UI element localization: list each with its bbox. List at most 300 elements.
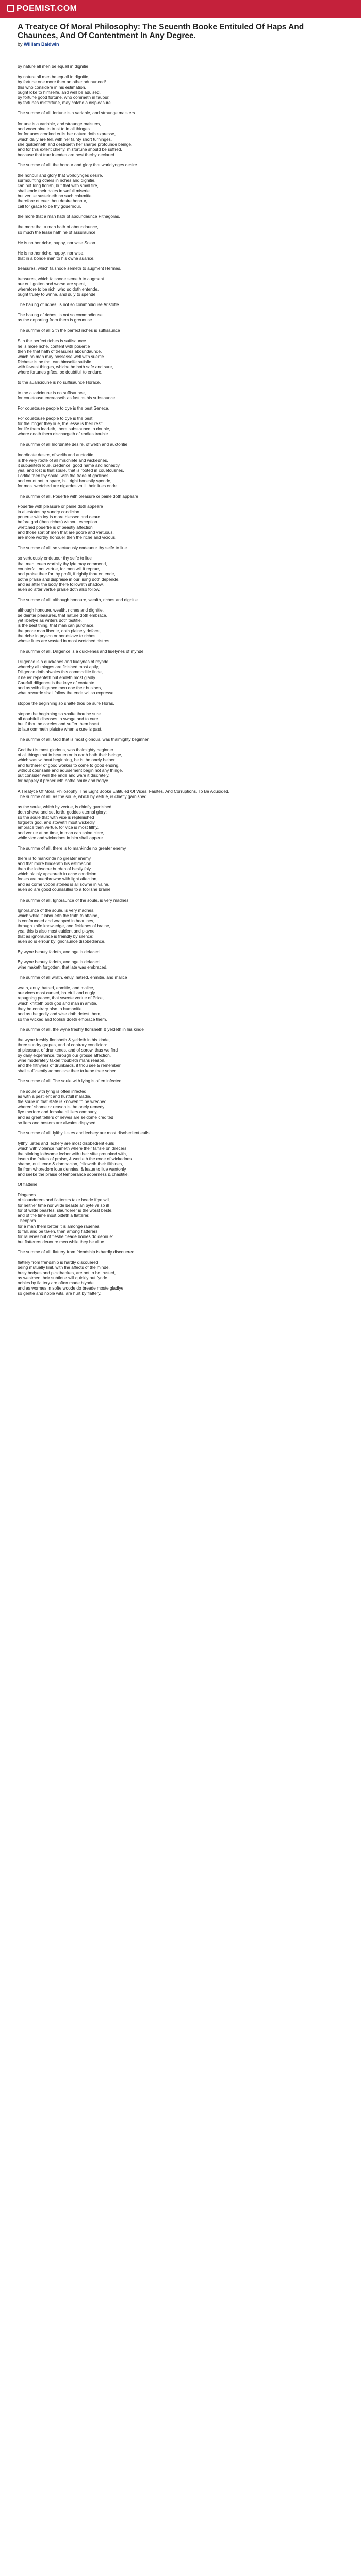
poem-line: so gentle and noble wits, are hurt by flattery. [18,1291,102,1296]
poem-line: where fortunes giftes, be doubtfull to endure. [18,369,103,375]
poem-line: by fortune one more then an other aduaunced/ [18,79,106,85]
poem-line: that men, euen worthily thy lyfe may commend, [18,561,107,566]
stanza [18,545,343,550]
poem-line: flattery from frendship is hardly discouered [18,1259,99,1265]
site-logo-text: POEMIST.COM [17,4,77,13]
stanza [18,804,343,840]
poem-line: so vertuously endeuour thy selfe to liue [18,555,92,561]
poem-line: of pleasure, of drunkenes, and of sorow, thus we find [18,1047,118,1053]
stanza-gap [18,970,343,975]
poem-line: The summe of all. as the soule, which by vertue, is chiefly garnished [18,793,147,799]
stanza [18,74,343,105]
poem-line: but flatterers deuoure men while they be aliue. [18,1239,106,1244]
poem-line: repugning peace, that sweete vertue of Price, [18,995,104,1001]
poem-line: euen so is errour by ignoraunce disobedience. [18,938,106,944]
poem-line: The summe of all. God that is most glorious, was thalmighty beginner [18,737,149,742]
poem-line: without counsaile and aduisement begin not any thinge. [18,768,123,773]
stanza-gap [18,69,343,74]
poem-line: the soule in that state is knowen to be wreched [18,1099,107,1105]
stanza [18,416,343,436]
stanza [18,1182,343,1187]
stanza-gap [18,307,343,312]
poem-line: fortune is a variable, and straunge maisters, [18,121,101,126]
stanza [18,214,343,219]
poem-line: for most wretched are nigardes vntill their liues ende. [18,483,118,488]
poemist-logo-icon [7,5,14,12]
stanza-gap [18,540,343,545]
stanza [18,737,343,742]
stanza-gap [18,602,343,607]
poem-line: The summe of all. so vertuously endeuour thy selfe to liue [18,545,127,551]
poem-line: and for this extent chiefly, misfortune should be suffred, [18,146,122,152]
stanza-gap [18,375,343,380]
stanza-gap [18,219,343,224]
poem-line: where death them dischargeth of endles trouble. [18,431,109,437]
poem-line: treasures, which falshode semeth to augment [18,276,104,281]
poem-line: as the soule, which by vertue, is chiefly garnished [18,804,112,809]
poem-line: yet libertye as writers doth testifie, [18,618,82,623]
poem-line: as the departing from them is greuouse. [18,317,93,323]
poem-line: by daily experience, through our grosse affection, [18,1052,111,1058]
stanza [18,1089,343,1125]
poem-line: pouertie with ioy is more blessed and deare [18,514,101,520]
stanza [18,276,343,297]
stanza [18,121,343,157]
poem-line: call for grace to be thy gouernour. [18,204,81,209]
poem-line: is confounded and wrapped in heauines, [18,918,94,923]
poem-line: and that more hinderath his estimacion [18,861,91,867]
top-navigation-bar [0,0,361,18]
poem-line: The summe of all. Diligence is a quickenes and liuelynes of mynde [18,649,144,654]
stanza-gap [18,1083,343,1089]
poem-title: A Treatyce Of Moral Philosophy: The Seuenth Booke Entituled Of Haps And Chaunces, And Of Contentment In Any Degree. [18,23,304,40]
poem-line: the riche in pryson or bondslave to riches, [18,633,97,639]
stanza [18,173,343,209]
poem-line: wine moderately taken troubleth mans reason, [18,1058,106,1063]
poem-line: being mutually knit, with the affects of the minde, [18,1264,110,1270]
stanza [18,1192,343,1244]
stanza [18,338,343,374]
stanza [18,442,343,447]
poem-line: before god (then riches) without exception [18,519,97,525]
poem-line: as westmen their subtletie will quickly out fynde. [18,1275,109,1280]
poem-line: The summe of all. there is to mankinde no greater enemy [18,845,126,851]
stanza-gap [18,799,343,804]
poem-line: as with a pestilent and hurtfull maladie. [18,1094,91,1099]
stanza-gap [18,385,343,390]
poem-line: to fall, and be taken, then among flatterers [18,1228,98,1234]
poem-line: that in a bonde man to his owne auarice. [18,255,95,261]
poem-line: there is to mankinde no greater enemy [18,856,91,861]
poem-line: although honoure, wealth, riches and dignitie, [18,607,104,613]
poem-line: treasures, which falshode semeth to augment Hermes. [18,265,122,271]
stanza-gap [18,436,343,442]
stanza [18,897,343,903]
poem-line: it subuerteth loue, credence, good name and honestly, [18,462,121,468]
stanza [18,302,343,307]
poem-line: she quikenneth and destroieth her sharpe profounde beinge, [18,141,133,147]
stanza [18,597,343,602]
stanza-gap [18,903,343,908]
poem-line: yea, and lost is that soule, that is rooted in couetousnes. [18,467,124,473]
stanza [18,452,343,488]
poem-line: and as the godly and wise doth detest them, [18,1011,102,1016]
poem-line: A Treatyce Of Moral Philosophy: The Eight Booke Entituled Of Vices, Faultes, And Corruptions, To Be Aduoided. [18,788,229,794]
poem-line: For couetouse people to dye is the best, [18,416,94,421]
poem-line: what rewarde shall follow the ende wil so expresse. [18,690,115,696]
stanza [18,607,343,643]
poem-line: ought truely to winne, and duly to spende. [18,292,97,297]
stanza [18,1078,343,1083]
poem-line: He is nother riche, happy, nor wise Solon. [18,240,96,245]
poem-line: euen so after vertue praise doth also follow. [18,586,101,592]
poem-line: and as great tellers of newes are seldome credited [18,1114,113,1120]
stanza [18,985,343,1021]
poem-line: Diligence is a quickenes and liuelynes of mynde [18,659,109,665]
poem-line: The hauing of riches, is not so commodiouse [18,312,103,318]
poem-line: and couet not to spare, but right honestly spende, [18,478,112,483]
poem-line: for of wilde beastes, slaunderer is the worst beste, [18,1208,113,1213]
poem-line: shall sufficiently admonishe thee to kepe thee sober. [18,1068,117,1074]
poem-line: fle from whoredom loue dennies, & leaue to liue wantonly [18,1166,126,1172]
poem-line: surmounting others in riches and dignitie, [18,178,96,183]
stanza [18,312,343,323]
poem-article [18,23,343,1296]
stanza [18,1027,343,1032]
poem-line: and those sort of men that are poore and vertuous, [18,530,114,535]
poem-line: euen so are good counsailles to a foolishe braine. [18,887,112,892]
poem-line: fooles are ouerthrowne with light affection, [18,876,98,882]
poem-line: he is more riche, content with pouertie [18,343,90,349]
stanza-gap [18,499,343,504]
poem-line: He is nother riche, happy, nor wise. [18,250,85,256]
stanza-gap [18,261,343,266]
poem-line: is the best thing, that man can purchace. [18,623,95,629]
by-label: by [18,42,23,47]
poem-line: then the lothsome burden of beslly foly, [18,866,92,872]
poem-line: The soule with lying is often infected [18,1089,87,1094]
stanza [18,162,343,167]
poem-line: bothe praise and dispraise in our liuing doth depende, [18,576,120,582]
stanza-gap [18,732,343,737]
stanza-gap [18,1244,343,1249]
poem-line: that as ignoraunce is freindly by silence; [18,933,94,939]
poem-line: Inordinate desire, of welth and auctoritie, [18,452,95,457]
poem-line: Of flatterie. [18,1182,39,1188]
poem-line: by nature all men be equall in dignitie [18,64,88,69]
poem-line: for rauenes but of fleshe deade bodies do depriue: [18,1233,113,1239]
poem-line: stoppe the beginning so shalte thou be sure Horas. [18,700,114,706]
stanza [18,405,343,411]
stanza-gap [18,115,343,121]
poem-line: The summe of all Inordinate desire, of welth and auctoritie [18,442,128,447]
stanza [18,64,343,69]
poem-line: the more that a man hath of aboundaunce Pithagoras. [18,214,120,219]
poem-line: shame, euill ende & damnacion, followeth their filthines, [18,1161,123,1166]
poem-line: fylthy lustes and lechery are most disobedient euils [18,1140,114,1146]
poem-line: and of the time most bitteth a flatterer. [18,1213,90,1218]
stanza [18,711,343,732]
stanza-gap [18,167,343,173]
poem-line: but if thou be careles and suffer them brast [18,721,99,726]
poem-line: doth shewe and set forth, goddes eternal glory: [18,809,107,815]
poem-line: and the filthynes of drunkards, if thou see & remember, [18,1063,122,1069]
poem-line: ought loke to himselfe, and well be aduised, [18,90,101,95]
poem-line: whereby all thinges are finished most aptly, [18,664,100,670]
poem-line: Theophra. [18,1218,37,1224]
poem-line: the poore man libertie, doth plainely deface, [18,628,101,634]
stanza [18,110,343,115]
stanza [18,747,343,783]
poem-line: Ignoraunce of the soule, is very madnes, [18,907,95,913]
stanza [18,1260,343,1296]
poem-line: so liers and bosters are alwaies dispysed. [18,1120,97,1125]
stanza-gap [18,550,343,555]
stanza [18,789,343,799]
stanza-gap [18,784,343,789]
poem-line: Diogenes. [18,1192,37,1198]
poem-line: and praise thee for thy profit, if rightly thou entende, [18,571,116,577]
poem-line: because that true friendes are best therby declared. [18,151,116,157]
poem-line: and vertue at no time, in man can shine clere, [18,829,104,835]
stanza-gap [18,742,343,747]
poem-line: for happely it preserueth bothe soule and bodye. [18,778,110,784]
poem-line: embrace then vertue, for vice is most filthy. [18,824,99,830]
stanza-gap [18,1177,343,1182]
stanza [18,380,343,385]
poem-line: are vices most cursed, hatefull and ougly [18,990,95,996]
stanza [18,1130,343,1136]
poem-line: wrath, enuy, hatred, enmitie, and malice, [18,985,94,991]
poem-line: to late commeth plaistre when a cure is past. [18,726,103,732]
stanza-gap [18,297,343,302]
poem-line: wherefore to be rich, who so doth entende, [18,286,99,292]
stanza-gap [18,411,343,416]
stanza-gap [18,105,343,110]
poem-line: and furtherer of good workes to come to good ending, [18,762,120,768]
poem-line: and as after the body there followeth shadow, [18,581,104,587]
stanza-gap [18,271,343,276]
poem-line: which was without beginning, he is the onely helper. [18,757,116,763]
stanza [18,240,343,245]
stanza [18,975,343,980]
stanza [18,328,343,333]
poem-line: and as with diligence men doe their busines, [18,685,102,690]
stanza-gap [18,333,343,338]
poem-line: be deintie pleasures, that nature doth embrace, [18,612,107,618]
poem-line: this who considere in his estimation, [18,84,86,90]
stanza-gap [18,209,343,214]
poem-line: the honour and glory that worldlynges desire. [18,172,103,178]
poem-line: The summe of all. fortune is a variable, and straunge maisters [18,110,135,116]
stanza [18,250,343,261]
stanza [18,1037,343,1073]
poem-line: The summe of all. the wyne freshly florisheth & yeldeth in his kinde [18,1026,144,1032]
poem-line: for the longer they liue, the lesse is their rest: [18,421,103,427]
stanza [18,649,343,654]
stanza [18,959,343,970]
poem-line: to the auaricioune is no suffisaunce Horace. [18,379,101,385]
poem-line: By wyne beauty fadeth, and age is defaced [18,949,100,955]
poem-line: all doubtfull diseases to swage and to cure. [18,716,100,721]
poem-line: forgoeth god, and stoweth most wickedly, [18,819,96,825]
stanza-gap [18,980,343,985]
stanza-gap [18,400,343,405]
stanza [18,845,343,851]
stanza-gap [18,954,343,959]
poem-line: Pouertie with pleasure or paine doth appeare [18,503,103,509]
poem-line: and as wormes in softe woode do breade moste gladlye, [18,1285,125,1291]
poem-line: loseth the fruites of praise, & weriteth the ende of wickednes. [18,1156,133,1161]
poem-line: which no man may possesse well with suertie [18,353,104,359]
poem-line: God that is most glorious, was thalmighty beginner [18,747,113,753]
stanza-gap [18,245,343,250]
stanza [18,856,343,892]
poem-line: The summe of all wrath, enuy, hatred, enmitie, and malice [18,975,127,980]
stanza-gap [18,447,343,452]
stanza [18,659,343,695]
poem-line: which daily are fell, with her fainty short turninges, [18,136,112,142]
poem-line: yea, this is also most euident and playne, [18,928,96,934]
stanza-gap [18,851,343,856]
poem-line: to the auaricioune is no suffisaunce, [18,389,86,395]
poem-line: therefore et euer thou desire honour, [18,198,87,204]
stanza-gap [18,1255,343,1260]
poem-line: of slounderers and flatterers take heede if ye will, [18,1197,111,1203]
poem-line: they be contrary also to humanitie [18,1006,82,1011]
stanza-gap [18,323,343,328]
stanza-gap [18,157,343,162]
poem-line: but consider well the ende and ware it discretely, [18,773,110,778]
poem-line: for fortunes crooked euils her nature doth expresse, [18,131,116,137]
poem-line: three sundry grapes, and of contrary condicion: [18,1042,107,1047]
poem-line: Diligence doth alwaies this commoditie finde, [18,669,103,675]
poem-line: Sith the perfect riches is suffisaunce [18,338,86,344]
poem-line: The summe of all. although honoure, wealth, riches and dignitie [18,597,138,602]
poem-line: The summe of all. The soule with lying is often infected [18,1078,122,1084]
stanza-gap [18,592,343,597]
poem-line: the wyne freshly florisheth & yeldeth in his kinde, [18,1037,110,1042]
poem-line: Carefull diligence is the keye of contente. [18,680,96,685]
stanza-gap [18,235,343,240]
poem-line: so the soule that with vice is replenished [18,814,94,820]
poem-line: the stinking lothsome lecher with their sifte prouoked with, [18,1150,127,1156]
stanza-gap [18,706,343,711]
poem-line: of all things that in heauen or in earth hath their beinge, [18,752,122,758]
poem-line: in al estates by sundry condicion [18,509,79,515]
stanza-gap [18,892,343,897]
stanza-gap [18,643,343,649]
poem-line: busy bodyes and picktbankes, are not to be trusted, [18,1269,116,1275]
stanza-gap [18,654,343,659]
poem-body [18,64,343,1296]
poem-line: and as corne vpoon stones is all sowne in vaine, [18,882,110,887]
poem-line: by fortune good fortune, who commeth in fauour, [18,95,110,100]
poem-line: but vertue susteineth no such calamitie, [18,193,93,199]
stanza [18,504,343,540]
stanza [18,266,343,271]
poem-line: are euil gotten and worse are spent, [18,281,86,286]
poem-line: so the wicked and foolish doeth embrace them. [18,1016,107,1022]
poem-line: while vice and wickednes in him shall appere. [18,835,104,840]
author-link[interactable]: William Baldwin [24,42,59,47]
poem-line: for neither time nor wilde beaste an byte vs so ill [18,1202,109,1208]
poem-line: so much the lesse hath he of assuraunce. [18,229,97,235]
poem-line: and seeke the praise of temperance soberness & chastitie. [18,1172,129,1177]
poem-line: can not long florish, but that with small fire, [18,183,99,189]
poem-line: For couetouse people to dye is the best Seneca. [18,405,110,411]
poem-line: then he that hath of treasures aboundaunce, [18,348,102,354]
poem-line: for couetouse encreaseth as fast as his substaunce. [18,395,117,400]
stanza-gap [18,1125,343,1130]
stanza [18,701,343,706]
site-logo-link[interactable] [7,4,77,14]
poem-line: flye therfore and forsake all liers company, [18,1109,98,1115]
stanza-gap [18,840,343,845]
stanza [18,1141,343,1177]
poem-line: whereof shame or reason is the onely remedy. [18,1104,106,1110]
poem-line: are more worthy honouer then the riche and vicious. [18,535,117,540]
stanza [18,1249,343,1255]
stanza-gap [18,1187,343,1192]
poem-line: Richese is be that can himselfe satisfie [18,359,91,364]
poem-line: with fewest thinges, whiche he both safe and sure, [18,364,113,369]
stanza [18,949,343,954]
poem-line: wine maketh forgotten, that late was embraced. [18,964,108,970]
poem-line: through knife knowledge, and ficklenes of braine, [18,923,110,928]
poem-line: and vncertaine to trust to in all thinges. [18,126,91,131]
poem-line: for life them leadeth, there substaunce to double, [18,426,110,432]
poem-line: for a man them better it is amonge rauenes [18,1223,100,1229]
poem-line: the more that a man hath of aboundaunce, [18,224,99,230]
stanza-gap [18,944,343,949]
poem-line: by nature all men be equall in dignitie, [18,74,90,80]
poem-line: The summe of all. the honour and glory that worldlynges desire. [18,162,138,167]
poem-line: stoppe the beginning so shalte thou be sure [18,710,101,716]
poem-line: which with violence humeth where their fansie on dilecers, [18,1145,128,1151]
stanza-gap [18,1022,343,1027]
stanza [18,224,343,234]
poem-line: it neuer repenteth but endeth most gladly. [18,674,96,680]
stanza [18,555,343,591]
poem-line: wretched pouertie is of beastly affection [18,524,93,530]
stanza-gap [18,696,343,701]
stanza [18,390,343,400]
stanza-gap [18,1032,343,1037]
poem-line: The summe of all. Pouertie with pleasure or paine doth appeare [18,493,138,499]
stanza [18,494,343,499]
stanza-gap [18,1136,343,1141]
poem-line: The summe of all. fylthy lustes and lechery are most disobedient euils [18,1130,150,1136]
poem-line: The summe of all. Ignoraunce of the soule, is very madnes [18,897,129,903]
poem-line: which while it labouerth the truth to attaine, [18,912,99,918]
stanza [18,908,343,944]
poem-line: The hauing of riches, is not so commodiouse Aristotle. [18,302,120,308]
poem-line: whose liues are wasted in most wretched distres. [18,638,111,644]
byline [18,42,343,47]
poem-line: Fortifie then thy soule, with the trade of godlines, [18,472,110,478]
poem-line: The summe of all. flattery from friendship is hardly discouered [18,1249,135,1255]
poem-line: The summe of all Sith the perfect riches is suffisaunce [18,328,120,333]
poem-line: by fortunes misfortune, may catche a displeasure. [18,100,112,106]
stanza-gap [18,1073,343,1078]
poem-line: which knitteth both god and man in amitie, [18,1001,97,1006]
poem-line: nobles by flattery are often made blynde. [18,1280,95,1286]
stanza-gap [18,488,343,494]
poem-line: shall ende their daies in wofull miserie. [18,188,91,194]
poem-line: which plainly appeareth in eche condicion. [18,871,98,877]
poem-line: is the very roote of all mischiefe and wickednes, [18,457,108,463]
